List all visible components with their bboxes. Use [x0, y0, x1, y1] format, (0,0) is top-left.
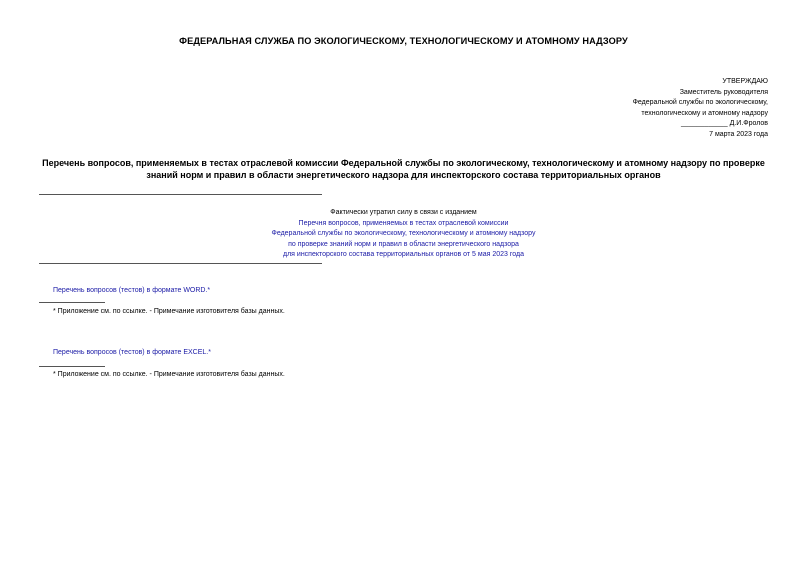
footnote-divider	[39, 302, 105, 303]
footnote-excel: * Приложение см. по ссылке. - Примечание изготовителя базы данных.	[53, 371, 285, 378]
footnote-word: * Приложение см. по ссылке. - Примечание изготовителя базы данных.	[53, 308, 285, 315]
superseding-document-link[interactable]	[0, 219, 807, 261]
status-notice	[0, 208, 807, 261]
document-title	[30, 158, 777, 181]
approver-signature: ____________ Д.И.Фролов	[680, 120, 768, 127]
approver-agency-line2: технологическому и атомному надзору	[641, 109, 768, 117]
superseding-link-line3: по проверке знаний норм и правил в области энергетического надзора	[288, 240, 519, 248]
excel-attachment-link[interactable]: Перечень вопросов (тестов) в формате EXCEL.*	[53, 349, 211, 356]
superseding-link-line1: Перечня вопросов, применяемых в тестах отраслевой комиссии	[298, 219, 509, 227]
approver-agency-line1: Федеральной службы по экологическому,	[632, 99, 768, 106]
approval-date: 7 марта 2023 года	[709, 130, 768, 138]
agency-title: ФЕДЕРАЛЬНАЯ СЛУЖБА ПО ЭКОЛОГИЧЕСКОМУ, ТЕХНОЛОГИЧЕСКОМУ И АТОМНОМУ НАДЗОРУ	[179, 36, 628, 46]
approval-block	[538, 77, 768, 140]
approver-position: Заместитель руководителя	[679, 88, 768, 96]
status-notice-lead: Фактически утратил силу в связи с изданием	[330, 209, 477, 216]
notice-bottom-divider	[39, 263, 322, 264]
word-attachment-link[interactable]: Перечень вопросов (тестов) в формате WORD.*	[53, 287, 211, 294]
notice-top-divider	[39, 194, 322, 195]
footnote-divider	[39, 366, 105, 367]
approval-stamp: УТВЕРЖДАЮ	[722, 78, 768, 85]
document-title-line2: знаний норм и правил в области энергетического надзора для инспекторского состава территориальных органов	[146, 169, 661, 180]
superseding-link-line4: для инспекторского состава территориальных органов от 5 мая 2023 года	[283, 251, 524, 258]
superseding-link-line2: Федеральной службы по экологическому, технологическому и атомному надзору	[271, 230, 536, 237]
document-title-line1: Перечень вопросов, применяемых в тестах отраслевой комиссии Федеральной службы по экологическому, технологическому и атомному надзору по проверке	[42, 158, 765, 168]
